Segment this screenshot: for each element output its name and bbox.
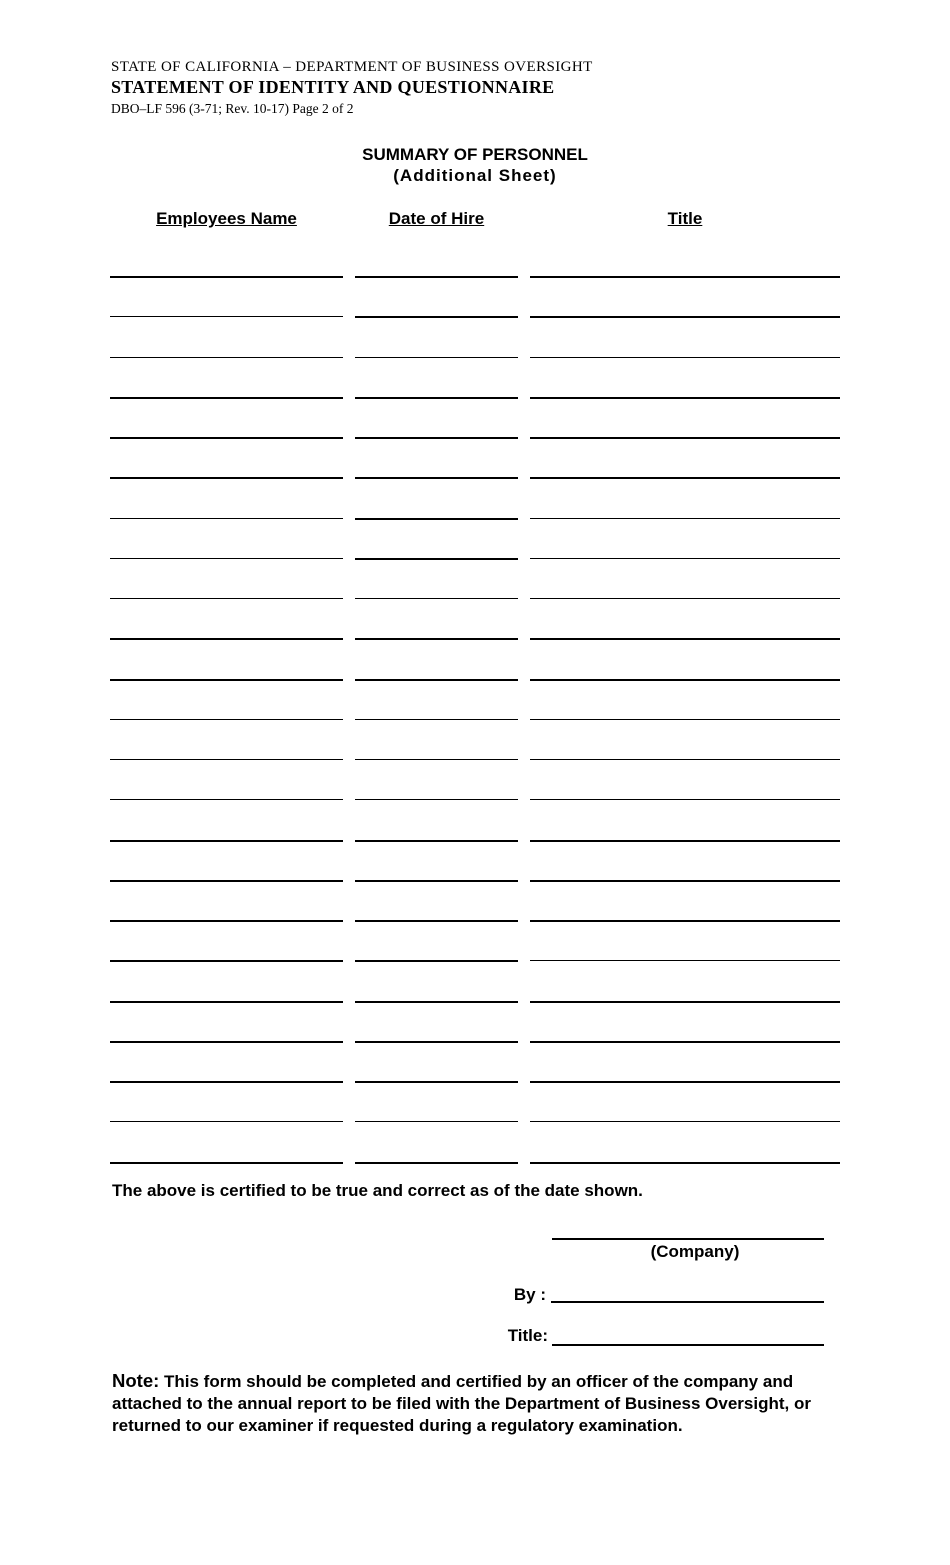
date-of-hire-field[interactable] — [355, 437, 518, 439]
employee-title-field[interactable] — [530, 598, 840, 599]
employee-title-field[interactable] — [530, 1001, 840, 1003]
date-of-hire-field[interactable] — [355, 357, 518, 358]
employee-name-field[interactable] — [110, 638, 343, 640]
date-of-hire-field[interactable] — [355, 1081, 518, 1083]
employee-title-field[interactable] — [530, 518, 840, 519]
employee-name-field[interactable] — [110, 1001, 343, 1003]
employee-title-field[interactable] — [530, 799, 840, 800]
employee-name-field[interactable] — [110, 357, 343, 358]
employee-title-field[interactable] — [530, 558, 840, 559]
date-of-hire-field[interactable] — [355, 1162, 518, 1164]
date-of-hire-field[interactable] — [355, 960, 518, 962]
employee-title-field[interactable] — [530, 357, 840, 358]
column-header-date-of-hire: Date of Hire — [388, 209, 485, 228]
date-of-hire-field[interactable] — [355, 316, 518, 318]
employee-name-field[interactable] — [110, 1041, 343, 1043]
employee-name-field[interactable] — [110, 477, 343, 479]
employee-name-field[interactable] — [110, 1121, 343, 1122]
date-of-hire-field[interactable] — [355, 558, 518, 560]
employee-name-field[interactable] — [110, 840, 343, 842]
employee-name-field[interactable] — [110, 397, 343, 399]
date-of-hire-field[interactable] — [355, 679, 518, 681]
date-of-hire-field[interactable] — [355, 1041, 518, 1043]
employee-title-field[interactable] — [530, 920, 840, 922]
date-of-hire-field[interactable] — [355, 759, 518, 760]
employee-title-field[interactable] — [530, 1162, 840, 1164]
employee-title-field[interactable] — [530, 477, 840, 479]
by-label: By : — [513, 1285, 546, 1304]
employee-title-field[interactable] — [530, 316, 840, 318]
employee-name-field[interactable] — [110, 679, 343, 681]
date-of-hire-field[interactable] — [355, 518, 518, 520]
employee-title-field[interactable] — [530, 840, 840, 842]
date-of-hire-field[interactable] — [355, 880, 518, 882]
employee-name-field[interactable] — [110, 719, 343, 720]
employee-name-field[interactable] — [110, 518, 343, 519]
employee-title-field[interactable] — [530, 1081, 840, 1083]
date-of-hire-field[interactable] — [355, 1121, 518, 1122]
employee-name-field[interactable] — [110, 759, 343, 760]
date-of-hire-field[interactable] — [355, 638, 518, 640]
employee-title-field[interactable] — [530, 1121, 840, 1122]
note-paragraph — [112, 1370, 842, 1437]
date-of-hire-field[interactable] — [355, 719, 518, 720]
date-of-hire-field[interactable] — [355, 920, 518, 922]
company-label: (Company) — [650, 1242, 740, 1261]
agency-name: STATE OF CALIFORNIA – DEPARTMENT OF BUSINESS OVERSIGHT — [111, 59, 593, 75]
employee-title-field[interactable] — [530, 679, 840, 681]
note-text: This form should be completed and certified by an officer of the company and attached to the annual report to be filed with the Department of Business Oversight, or returned to our examiner if requested during a regulatory examination. — [112, 1372, 811, 1435]
date-of-hire-field[interactable] — [355, 397, 518, 399]
employee-name-field[interactable] — [110, 1081, 343, 1083]
column-header-title: Title — [667, 209, 703, 228]
date-of-hire-field[interactable] — [355, 477, 518, 479]
signer-title-field[interactable] — [552, 1344, 824, 1346]
employee-name-field[interactable] — [110, 598, 343, 599]
date-of-hire-field[interactable] — [355, 840, 518, 842]
employee-name-field[interactable] — [110, 316, 343, 317]
note-label: Note: — [112, 1370, 160, 1391]
employee-name-field[interactable] — [110, 799, 343, 800]
employee-title-field[interactable] — [530, 960, 840, 961]
employee-name-field[interactable] — [110, 920, 343, 922]
employee-name-field[interactable] — [110, 960, 343, 962]
employee-title-field[interactable] — [530, 1041, 840, 1043]
summary-subtitle: (Additional Sheet) — [393, 166, 557, 185]
certification-statement: The above is certified to be true and correct as of the date shown. — [112, 1181, 643, 1200]
summary-title: SUMMARY OF PERSONNEL — [362, 145, 588, 164]
employee-title-field[interactable] — [530, 276, 840, 278]
form-number: DBO–LF 596 (3-71; Rev. 10-17) Page 2 of 2 — [111, 101, 354, 116]
employee-title-field[interactable] — [530, 719, 840, 720]
date-of-hire-field[interactable] — [355, 598, 518, 599]
employee-title-field[interactable] — [530, 880, 840, 882]
signed-by-field[interactable] — [551, 1301, 824, 1303]
form-title: STATEMENT OF IDENTITY AND QUESTIONNAIRE — [111, 77, 555, 97]
company-field[interactable] — [552, 1238, 824, 1240]
employee-title-field[interactable] — [530, 638, 840, 640]
date-of-hire-field[interactable] — [355, 799, 518, 800]
employee-name-field[interactable] — [110, 880, 343, 882]
signer-title-label: Title: — [507, 1326, 548, 1345]
employee-name-field[interactable] — [110, 558, 343, 559]
date-of-hire-field[interactable] — [355, 276, 518, 278]
employee-name-field[interactable] — [110, 1162, 343, 1164]
employee-title-field[interactable] — [530, 397, 840, 399]
employee-name-field[interactable] — [110, 437, 343, 439]
column-header-employee-name: Employees Name — [156, 209, 297, 228]
employee-title-field[interactable] — [530, 759, 840, 760]
employee-title-field[interactable] — [530, 437, 840, 439]
employee-name-field[interactable] — [110, 276, 343, 278]
date-of-hire-field[interactable] — [355, 1001, 518, 1003]
